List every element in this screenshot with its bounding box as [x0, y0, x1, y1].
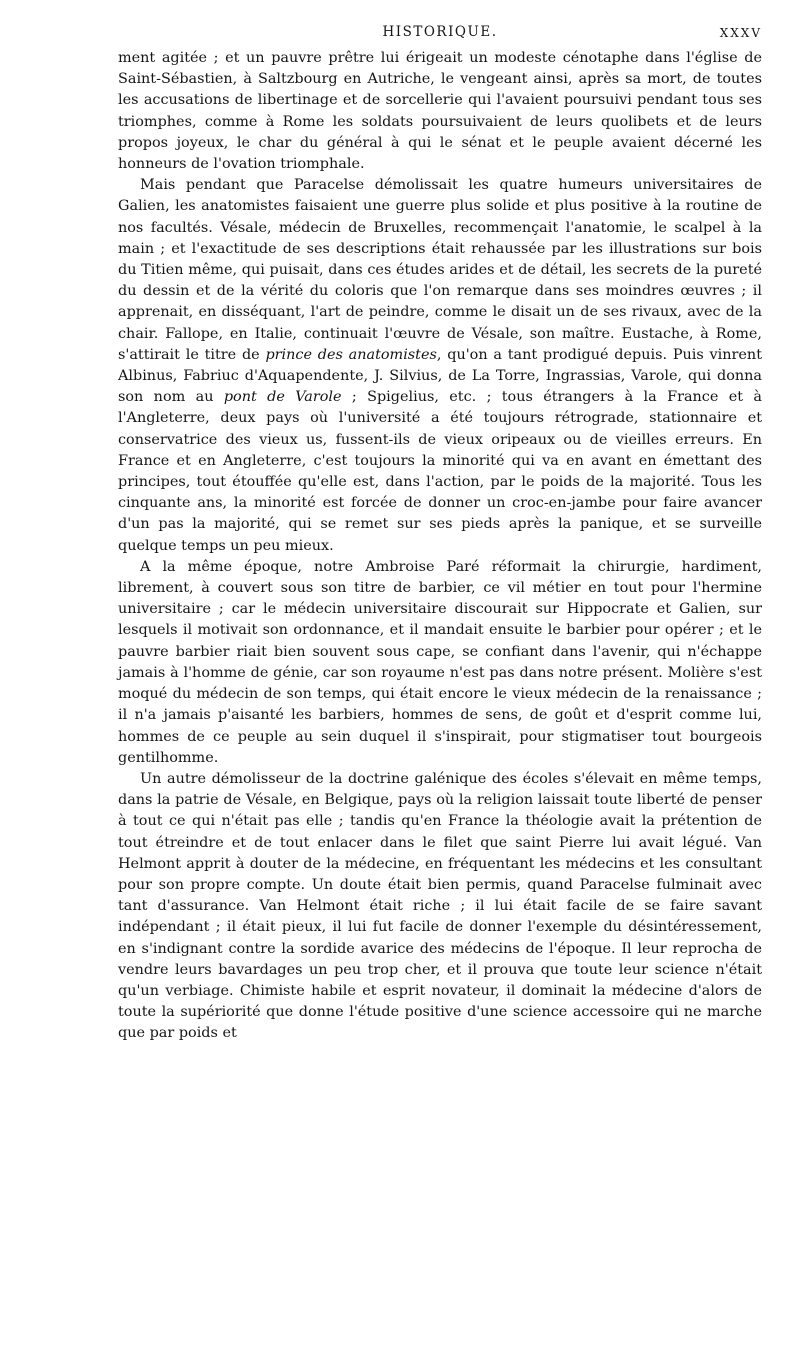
text-run: Mais pendant que Paracelse démolissait les quatre humeurs universitaires de Galien, les anatomistes faisaient une guerre plus solide et plus positive à la routine de nos facultés. Vésale, médecin de Bruxelles, recommençait l'anatomie, le scalpel à la main ; et l'exactitude de ses descriptions était rehaussée par les illustrations sur bois du Titien même, qui puisait, dans ces études arides et de détail, les secrets de la pureté du dessin et de la vérité du coloris que l'on remarque dans ses moindres œuvres ; il apprenait, en disséquant, l'art de peindre, comme le disait un de ses rivaux, avec de la chair. Fallope, en Italie, continuait l'œuvre de Vésale, son maître. Eustache, à Rome, s'attirait le titre de [118, 177, 762, 363]
running-title: HISTORIQUE. [382, 24, 498, 40]
paragraph [118, 175, 762, 557]
text-run: ment agitée ; et un pauvre prêtre lui érigeait un modeste cénotaphe dans l'église de Saint-Sébastien, à Saltzbourg en Autriche, le vengeant ainsi, après sa mort, de toutes les accusations de libertinage et de sorcellerie qui l'avaient poursuivi pendant tous ses triomphes, comme à Rome les soldats poursuivaient de leurs quolibets et de leurs propos joyeux, le char du général à qui le sénat et le peuple avaient décerné les honneurs de l'ovation triomphale. [118, 50, 762, 173]
text-run: ; Spigelius, etc. ; tous étrangers à la France et à l'Angleterre, deux pays où l'université a été toujours rétrograde, stationnaire et conservatrice des vieux us, fussent-ils de vieux oripeaux ou de vieilles erreurs. En France et en Angleterre, c'est toujours la minorité qui va en avant en émettant des principes, tout étouffée qu'elle est, dans l'action, par le poids de la majorité. Tous les cinquante ans, la minorité est forcée de donner un croc-en-jambe pour faire avancer d'un pas la majorité, qui se remet sur ses pieds après la panique, et se surveille quelque temps un peu mieux. [118, 389, 762, 554]
text-run: Un autre démolisseur de la doctrine galénique des écoles s'élevait en même temps, dans la patrie de Vésale, en Belgique, pays où la religion laissait toute liberté de penser à tout ce qui n'était pas elle ; tandis qu'en France la théologie avait la prétention de tout étreindre et de tout enlacer dans le filet que saint Pierre lui avait légué. Van Helmont apprit à douter de la médecine, en fréquentant les médecins et les consultant pour son propre compte. Un doute était bien permis, quand Paracelse fulminait avec tant d'assurance. Van Helmont était riche ; il lui était facile de se faire savant indépendant ; il était pieux, il lui fut facile de donner l'exemple du désintéressement, en s'indignant contre la sordide avarice des médecins de l'époque. Il leur reprocha de vendre leurs bavardages un peu trop cher, et il prouva que toute leur science n'était qu'un verbiage. Chimiste habile et esprit novateur, il dominait la médecine d'alors de toute la supériorité que donne l'étude positive d'une science accessoire qui ne marche que par poids et [118, 770, 762, 1042]
text-run: A la même époque, notre Ambroise Paré réformait la chirurgie, hardiment, librement, à couvert sous son titre de barbier, ce vil métier en tout pour l'hermine universitaire ; car le médecin universitaire discourait sur Hippocrate et Galien, sur lesquels il motivait son ordonnance, et il mandait ensuite le barbier pour opérer ; et le pauvre barbier riait bien souvent sous cape, se confiant dans l'avenir, qui n'échappe jamais à l'homme de génie, car son royaume n'est pas dans notre présent. Molière s'est moqué du médecin de son temps, qui était encore le vieux médecin de la renaissance ; il n'a jamais p'aisanté les barbiers, hommes de sens, de goût et d'esprit comme lui, hommes de ce peuple au sein duquel il s'inspirait, pour stigmatiser tout bourgeois gentilhomme. [118, 558, 762, 766]
italic-term: pont de Varole [223, 389, 342, 406]
italic-term: prince des anatomistes [265, 346, 437, 363]
paragraph [118, 48, 762, 175]
page-header [118, 0, 762, 40]
text-run: , qu'on a tant prodigué depuis. Puis vinrent Albinus, Fabriuc d'Aquapendente, J. Silvius, de La Torre, Ingrassias, Varole, qui donna son nom au [118, 346, 762, 406]
body-text [118, 48, 762, 1045]
page-number: XXXV [719, 26, 762, 40]
paragraph [118, 769, 762, 1045]
paragraph [118, 557, 762, 769]
